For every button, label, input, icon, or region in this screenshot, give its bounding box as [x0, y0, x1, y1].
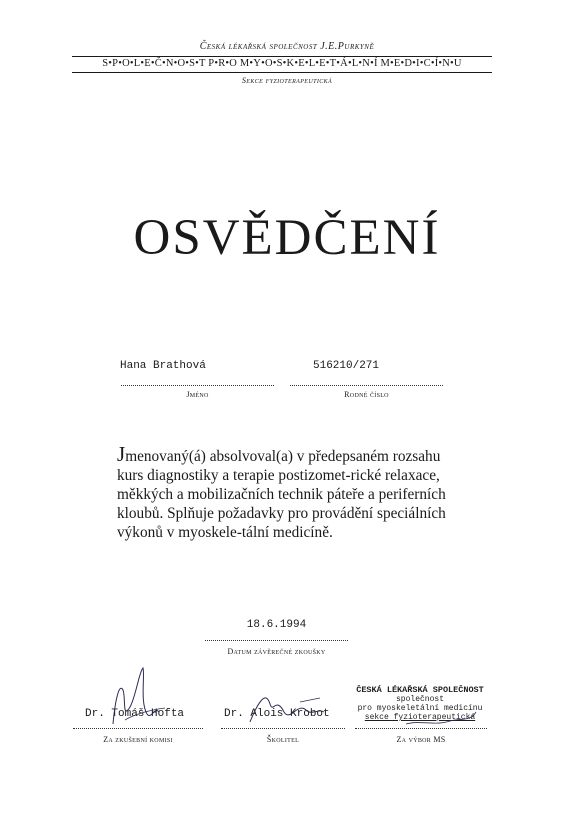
birth-number-label: Rodné číslo — [344, 390, 389, 399]
committee-dotted-line — [355, 728, 487, 729]
birth-number: 516210/271 — [313, 360, 380, 372]
society-name: Česká lékařská společnost J.E.Purkyně — [199, 41, 375, 52]
name-label: Jméno — [186, 390, 209, 399]
section-subtitle: Sekce fyzioterapeutická — [241, 76, 333, 85]
exam-date: 18.6.1994 — [246, 619, 307, 631]
stamp-line-2: společnost — [395, 695, 444, 704]
person-name: Hana Brathová — [120, 360, 206, 372]
trainer-dotted-line — [221, 728, 345, 729]
society-stamp — [352, 686, 488, 722]
stamp-line-3: pro myoskeletální medicínu — [357, 704, 483, 713]
body-initial: J — [117, 442, 126, 466]
trainer-label: Školitel — [266, 735, 300, 744]
certificate-title: OSVĚDČENÍ — [133, 210, 441, 266]
body-text: menovaný(á) absolvoval(a) v předepsaném rozsahu kurs diagnostiky a terapie postizomet-rické relaxace, měkkých a mobilizačních technik páteře a periferních kloubů. Splňuje požadavky pro provádění speciálních výkonů v myoskele-tální medicíně. — [117, 448, 446, 541]
commission-label: Za zkušební komisi — [103, 735, 173, 744]
commission-signature-scribble — [95, 662, 175, 742]
name-dotted-line — [121, 385, 274, 386]
header-rule-top — [72, 56, 492, 57]
exam-date-dotted-line — [205, 640, 348, 641]
commission-signatory: Dr. Tomáš Hofta — [85, 708, 185, 720]
committee-label: Za výbor MS — [396, 735, 446, 744]
header-rule-bottom — [72, 72, 492, 73]
trainer-signatory: Dr. Alois Krobot — [224, 708, 330, 720]
trainer-signature-scribble — [240, 682, 330, 732]
stamp-line-1: ČESKÁ LÉKAŘSKÁ SPOLEČNOST — [356, 685, 484, 695]
birth-number-dotted-line — [290, 385, 443, 386]
exam-date-label: Datum závěrečné zkoušky — [227, 647, 326, 656]
certificate-body — [117, 442, 462, 542]
commission-dotted-line — [73, 728, 203, 729]
society-section-name: S•P•O•L•E•Č•N•O•S•T P•R•O M•Y•O•S•K•E•L•E•T•Á•L•N•Í M•E•D•I•C•Í•N•U — [102, 58, 462, 69]
stamp-line-4: sekce fyzioterapeutická — [364, 713, 476, 722]
